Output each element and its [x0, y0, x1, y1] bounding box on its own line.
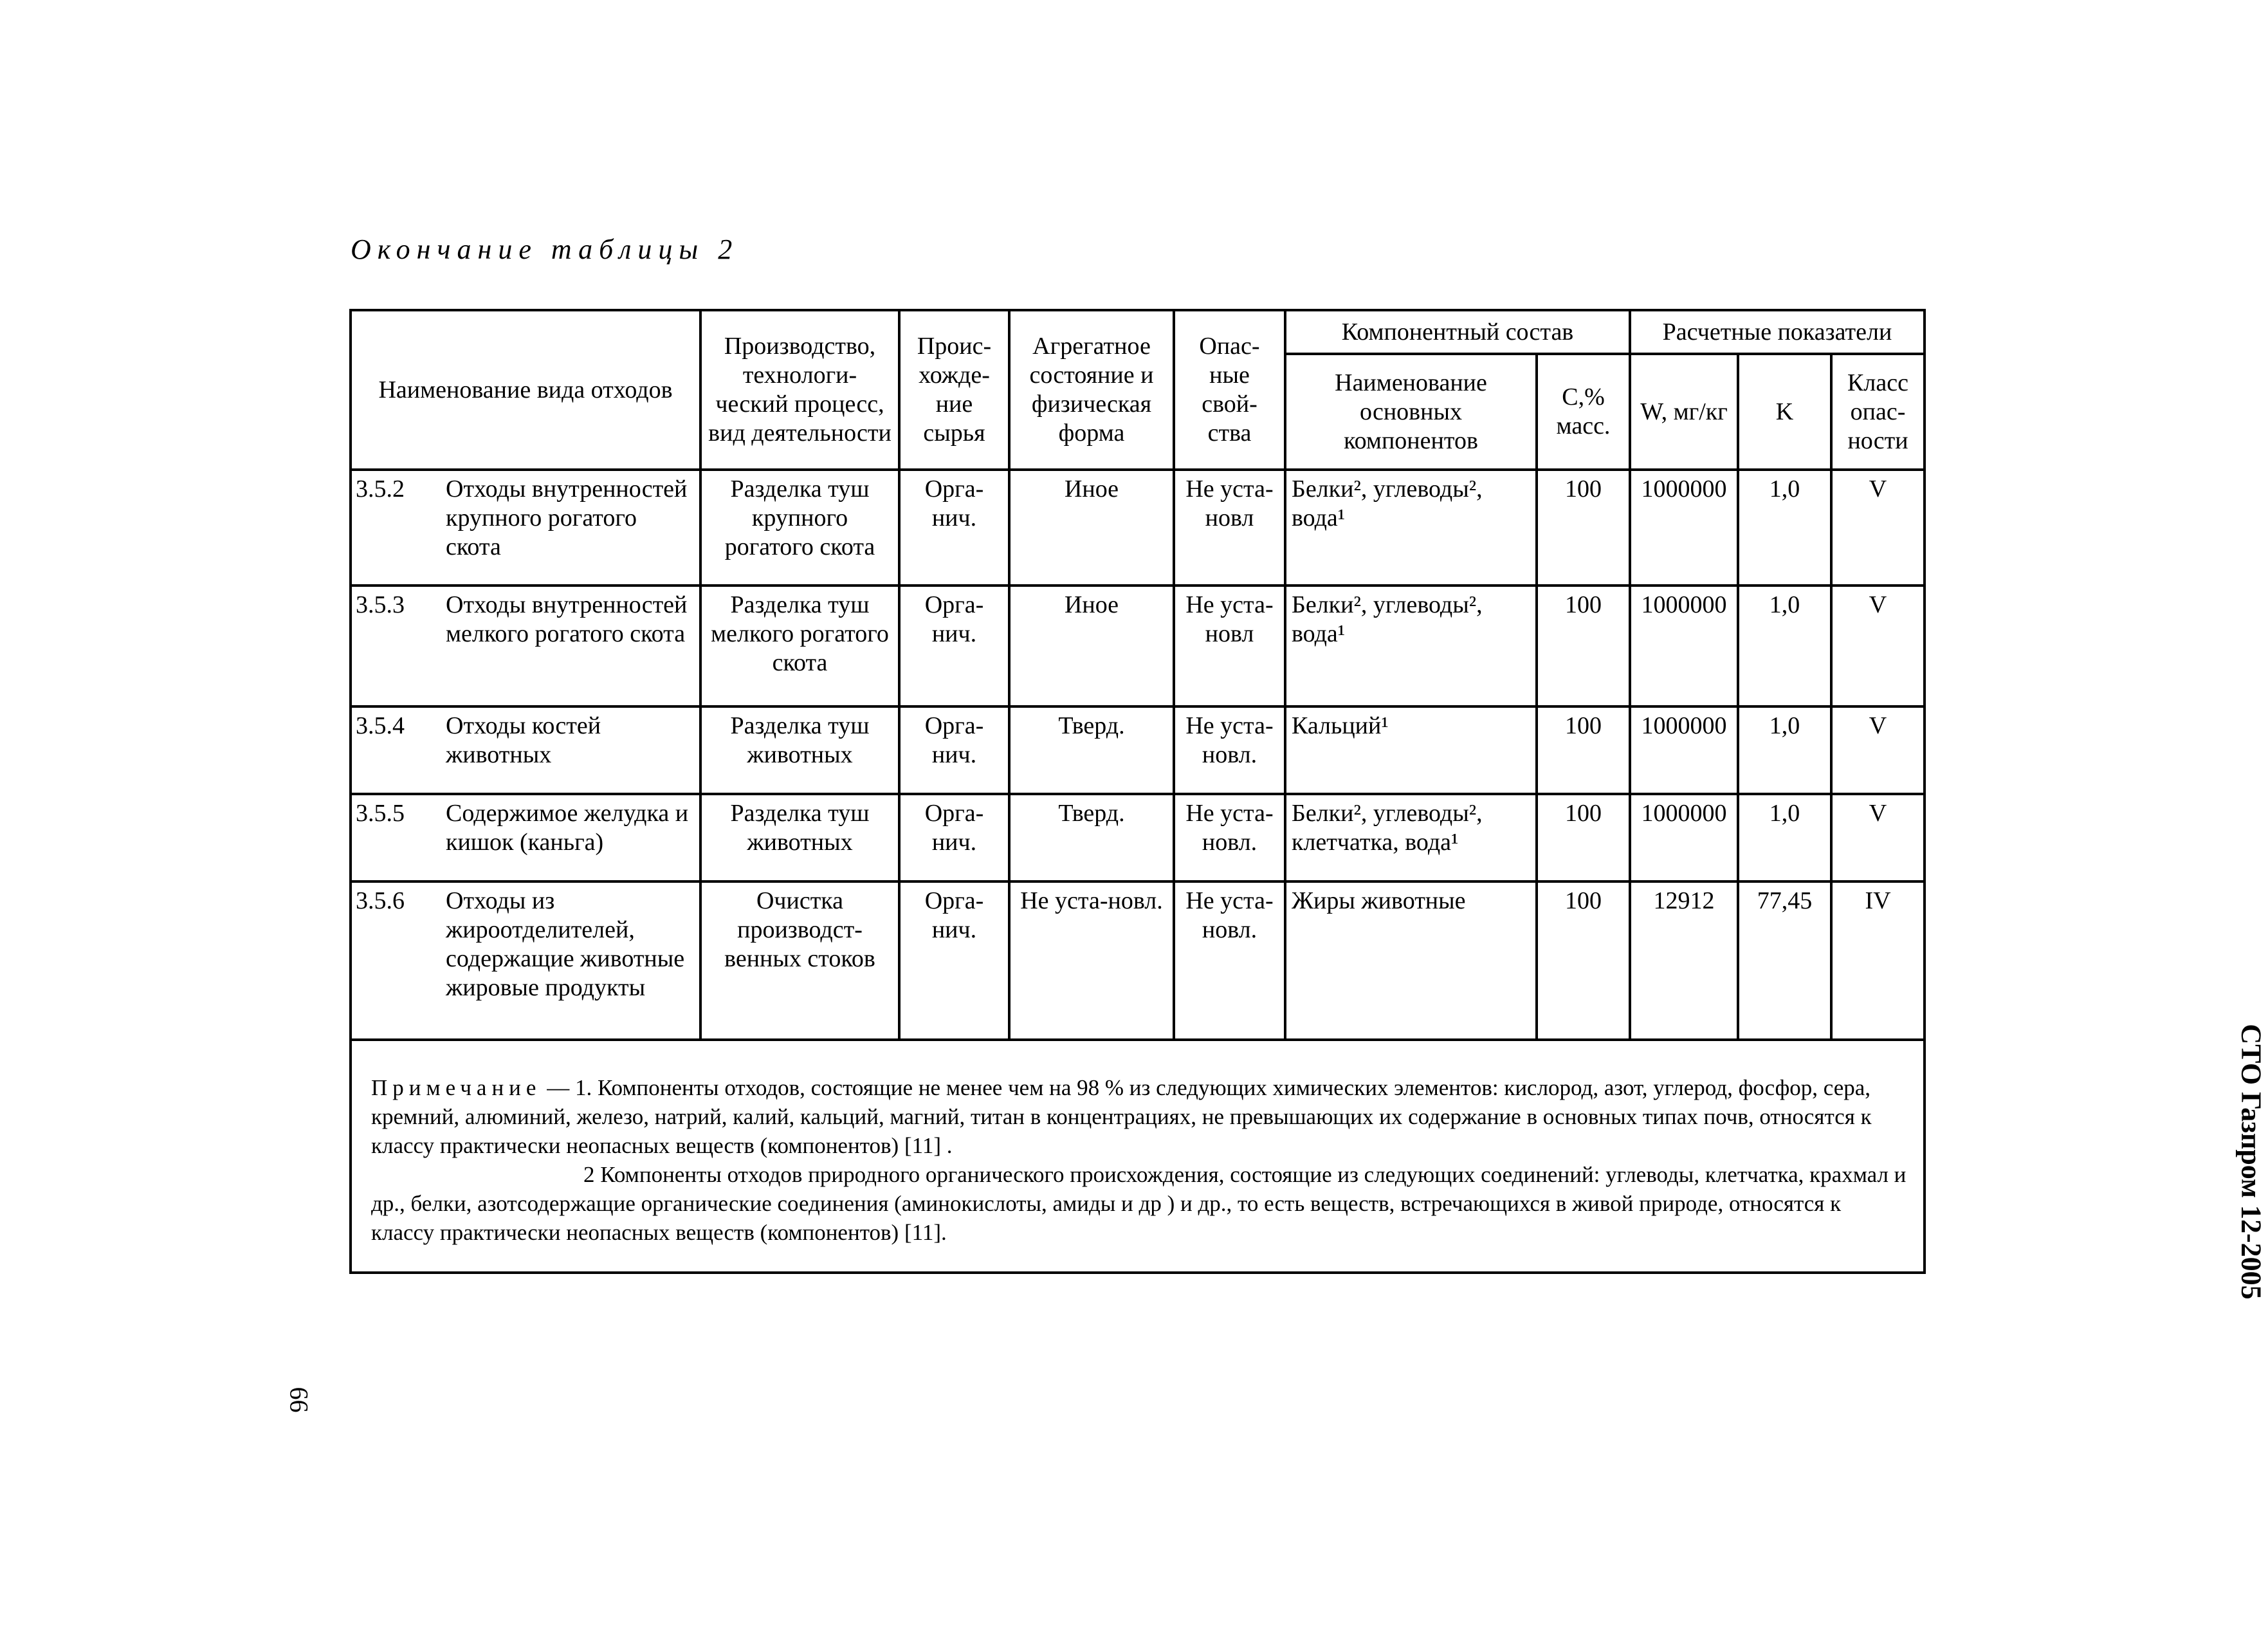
header-class: Класс опас-ности — [1831, 354, 1925, 470]
header-process: Производство, технологи-ческий процесс, вид деятельности — [700, 310, 899, 470]
process-cell: Разделка туш крупного рогатого скота — [700, 470, 899, 586]
waste-name: Отходы костей животных — [441, 706, 700, 794]
note-row — [351, 1040, 1925, 1273]
row-number: 3.5.2 — [351, 470, 441, 586]
note-paragraph-2: 2 Компоненты отходов природного органического происхождения, состоящие из следующих соединений: углеводы, клетчатка, крахмал и др., белки, азотсодержащие органические соединения (аминокислоты, амиды и др ) и др., то есть веществ, встречающихся в живой природе, относятся к классу практически неопасных веществ (компонентов) [11]. — [371, 1162, 1907, 1245]
components-cell: Белки², углеводы², вода¹ — [1285, 470, 1537, 586]
process-cell: Очистка производст-венных стоков — [700, 881, 899, 1040]
note-paragraph-1 — [371, 1073, 1908, 1160]
note-label: Примечание — [371, 1075, 542, 1100]
table-row — [351, 794, 1925, 881]
c-cell: 100 — [1537, 706, 1630, 794]
header-origin: Проис-хожде-ние сырья — [899, 310, 1009, 470]
w-cell: 12912 — [1630, 881, 1738, 1040]
table-row — [351, 470, 1925, 586]
row-number: 3.5.4 — [351, 706, 441, 794]
table-row — [351, 706, 1925, 794]
waste-name: Отходы из жироотделителей, содержащие животные жировые продукты — [441, 881, 700, 1040]
c-cell: 100 — [1537, 586, 1630, 706]
table-row — [351, 881, 1925, 1040]
row-number: 3.5.3 — [351, 586, 441, 706]
waste-name: Отходы внутренностей мелкого рогатого скота — [441, 586, 700, 706]
k-cell: 1,0 — [1738, 586, 1831, 706]
components-cell: Жиры животные — [1285, 881, 1537, 1040]
components-cell: Белки², углеводы², клетчатка, вода¹ — [1285, 794, 1537, 881]
w-cell: 1000000 — [1630, 470, 1738, 586]
page-number: 66 — [284, 1387, 314, 1413]
c-cell: 100 — [1537, 470, 1630, 586]
state-cell: Тверд. — [1009, 794, 1174, 881]
table-row — [351, 586, 1925, 706]
header-calc: Расчетные показатели — [1630, 310, 1925, 354]
danger-cell: Не уста-новл. — [1174, 706, 1285, 794]
header-k: K — [1738, 354, 1831, 470]
w-cell: 1000000 — [1630, 706, 1738, 794]
row-number: 3.5.5 — [351, 794, 441, 881]
k-cell: 1,0 — [1738, 706, 1831, 794]
waste-name: Отходы внутренностей крупного рогатого скота — [441, 470, 700, 586]
header-waste-name: Наименование вида отходов — [351, 310, 700, 470]
process-cell: Разделка туш мелкого рогатого скота — [700, 586, 899, 706]
k-cell: 1,0 — [1738, 794, 1831, 881]
document-code: СТО Газпром 12-2005 — [2235, 1024, 2267, 1300]
note-text-1: — 1. Компоненты отходов, состоящие не менее чем на 98 % из следующих химических элементов: кислород, азот, углерод, фосфор, сера, кремний, алюминий, железо, натрий, калий, кальций, магний, титан в концентрациях, не превышающих их содержание в основных типах почв, относятся к классу практически неопасных веществ (компонентов) [11] . — [371, 1075, 1872, 1158]
header-components: Наименование основных компонентов — [1285, 354, 1537, 470]
danger-cell: Не уста-новл. — [1174, 881, 1285, 1040]
w-cell: 1000000 — [1630, 794, 1738, 881]
danger-cell: Не уста-новл. — [1174, 794, 1285, 881]
state-cell: Не уста-новл. — [1009, 881, 1174, 1040]
class-cell: V — [1831, 706, 1925, 794]
row-number: 3.5.6 — [351, 881, 441, 1040]
w-cell: 1000000 — [1630, 586, 1738, 706]
origin-cell: Орга-нич. — [899, 470, 1009, 586]
components-cell: Белки², углеводы², вода¹ — [1285, 586, 1537, 706]
origin-cell: Орга-нич. — [899, 586, 1009, 706]
header-danger: Опас-ные свой-ства — [1174, 310, 1285, 470]
danger-cell: Не уста-новл — [1174, 586, 1285, 706]
danger-cell: Не уста-новл — [1174, 470, 1285, 586]
process-cell: Разделка туш животных — [700, 706, 899, 794]
class-cell: V — [1831, 586, 1925, 706]
c-cell: 100 — [1537, 881, 1630, 1040]
table-note — [351, 1040, 1925, 1273]
k-cell: 77,45 — [1738, 881, 1831, 1040]
c-cell: 100 — [1537, 794, 1630, 881]
waste-name: Содержимое желудка и кишок (каньга) — [441, 794, 700, 881]
state-cell: Иное — [1009, 470, 1174, 586]
origin-cell: Орга-нич. — [899, 881, 1009, 1040]
origin-cell: Орга-нич. — [899, 706, 1009, 794]
header-w: W, мг/кг — [1630, 354, 1738, 470]
class-cell: V — [1831, 794, 1925, 881]
header-state: Агрегатное состояние и физическая форма — [1009, 310, 1174, 470]
k-cell: 1,0 — [1738, 470, 1831, 586]
class-cell: V — [1831, 470, 1925, 586]
state-cell: Иное — [1009, 586, 1174, 706]
header-composition: Компонентный состав — [1285, 310, 1630, 354]
process-cell: Разделка туш животных — [700, 794, 899, 881]
state-cell: Тверд. — [1009, 706, 1174, 794]
header-c: C,% масс. — [1537, 354, 1630, 470]
components-cell: Кальций¹ — [1285, 706, 1537, 794]
waste-table — [349, 309, 1926, 1274]
table-caption: Окончание таблицы 2 — [351, 234, 739, 265]
origin-cell: Орга-нич. — [899, 794, 1009, 881]
class-cell: IV — [1831, 881, 1925, 1040]
